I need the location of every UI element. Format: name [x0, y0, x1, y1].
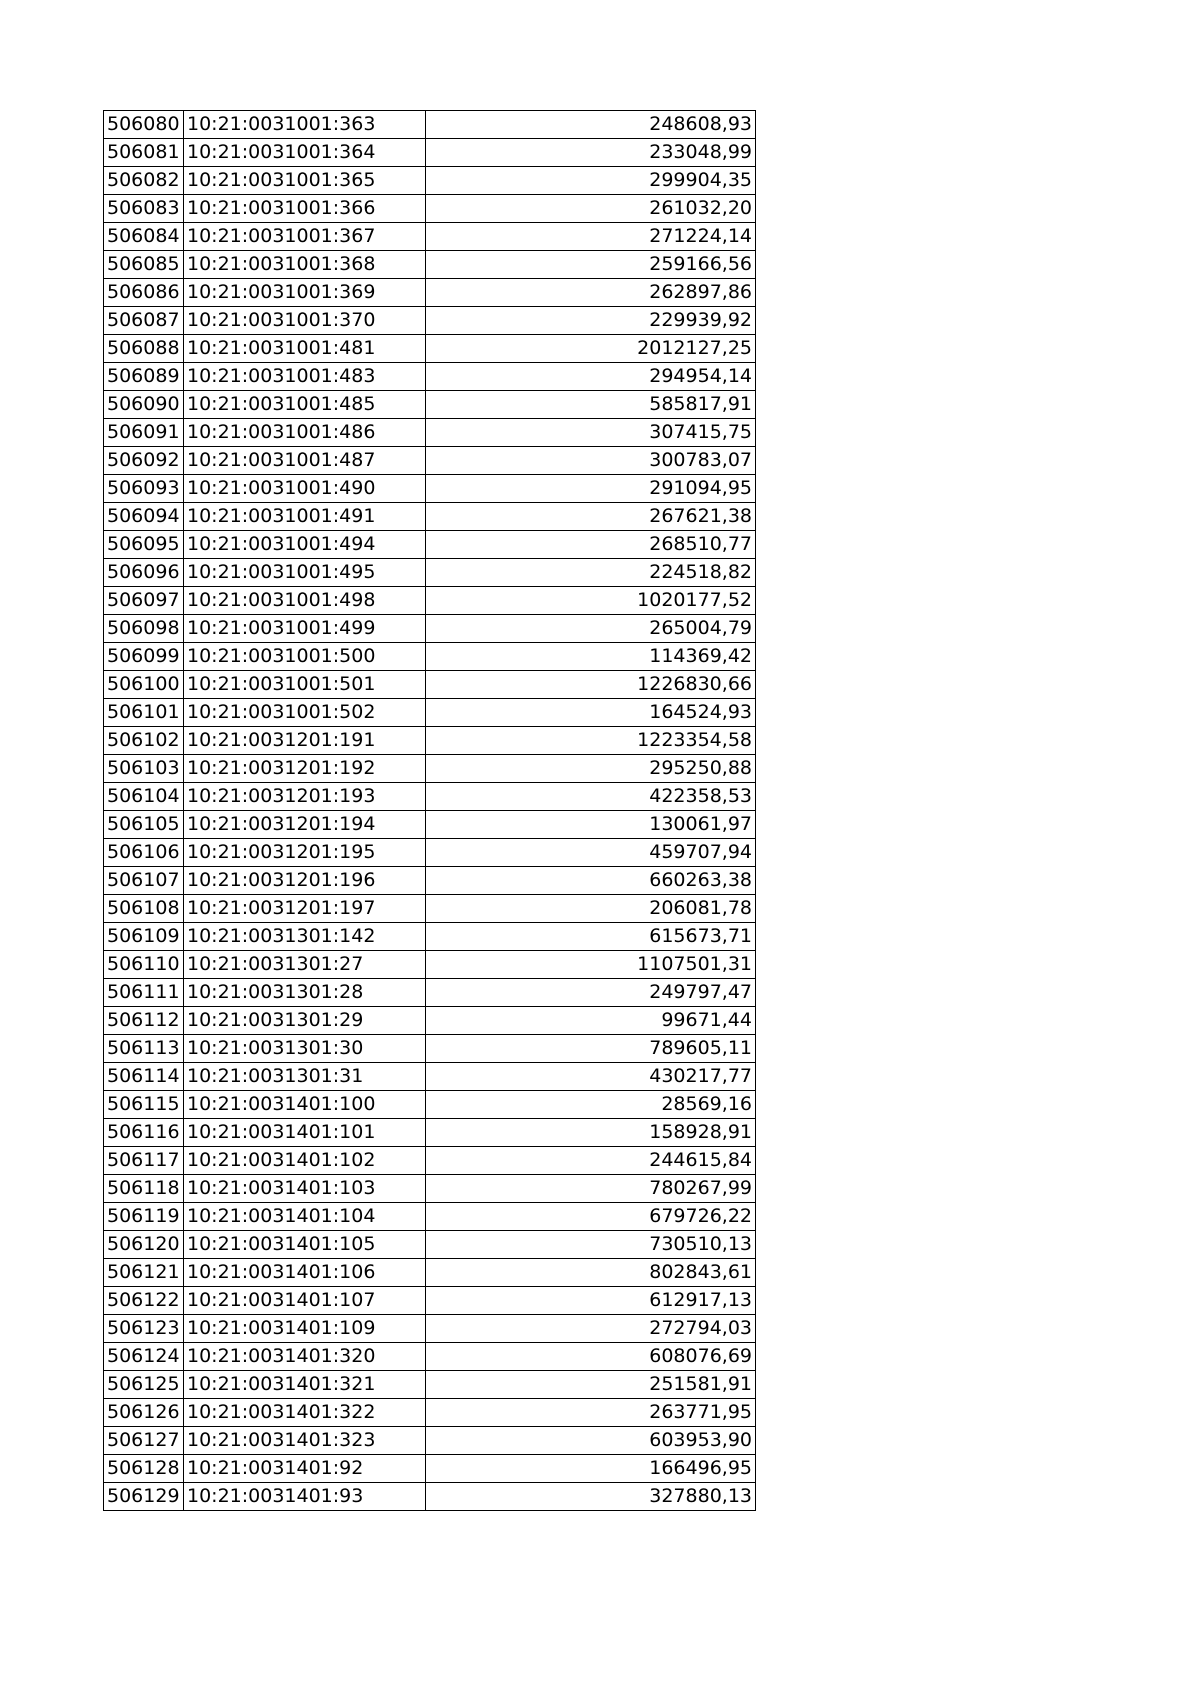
row-number-cell: 506113: [104, 1035, 184, 1063]
row-number-cell: 506125: [104, 1371, 184, 1399]
cadastral-value-cell: 261032,20: [426, 195, 756, 223]
row-number-cell: 506114: [104, 1063, 184, 1091]
cadastral-value-cell: 1020177,52: [426, 587, 756, 615]
row-number-cell: 506115: [104, 1091, 184, 1119]
row-number-cell: 506097: [104, 587, 184, 615]
cadastral-number-cell: 10:21:0031401:103: [184, 1175, 426, 1203]
table-row: [104, 1371, 756, 1399]
row-number-cell: 506080: [104, 111, 184, 139]
row-number-cell: 506086: [104, 279, 184, 307]
table-row: [104, 391, 756, 419]
cadastral-value-cell: 603953,90: [426, 1427, 756, 1455]
cadastral-number-cell: 10:21:0031001:499: [184, 615, 426, 643]
cadastral-value-cell: 660263,38: [426, 867, 756, 895]
row-number-cell: 506121: [104, 1259, 184, 1287]
row-number-cell: 506123: [104, 1315, 184, 1343]
row-number-cell: 506124: [104, 1343, 184, 1371]
cadastral-number-cell: 10:21:0031001:498: [184, 587, 426, 615]
row-number-cell: 506099: [104, 643, 184, 671]
row-number-cell: 506093: [104, 475, 184, 503]
cadastral-number-cell: 10:21:0031401:320: [184, 1343, 426, 1371]
cadastral-value-cell: 166496,95: [426, 1455, 756, 1483]
cadastral-value-cell: 608076,69: [426, 1343, 756, 1371]
row-number-cell: 506127: [104, 1427, 184, 1455]
table-row: [104, 447, 756, 475]
cadastral-number-cell: 10:21:0031201:192: [184, 755, 426, 783]
cadastral-number-cell: 10:21:0031401:100: [184, 1091, 426, 1119]
cadastral-number-cell: 10:21:0031301:31: [184, 1063, 426, 1091]
cadastral-value-cell: 789605,11: [426, 1035, 756, 1063]
cadastral-number-cell: 10:21:0031201:196: [184, 867, 426, 895]
row-number-cell: 506096: [104, 559, 184, 587]
row-number-cell: 506118: [104, 1175, 184, 1203]
table-row: [104, 923, 756, 951]
table-row: [104, 223, 756, 251]
cadastral-number-cell: 10:21:0031201:191: [184, 727, 426, 755]
row-number-cell: 506120: [104, 1231, 184, 1259]
row-number-cell: 506109: [104, 923, 184, 951]
table-row: [104, 1091, 756, 1119]
cadastral-value-cell: 262897,86: [426, 279, 756, 307]
cadastral-value-cell: 268510,77: [426, 531, 756, 559]
cadastral-number-cell: 10:21:0031401:109: [184, 1315, 426, 1343]
table-row: [104, 755, 756, 783]
cadastral-number-cell: 10:21:0031001:366: [184, 195, 426, 223]
table-row: [104, 167, 756, 195]
cadastral-value-cell: 265004,79: [426, 615, 756, 643]
cadastral-number-cell: 10:21:0031201:197: [184, 895, 426, 923]
cadastral-value-cell: 233048,99: [426, 139, 756, 167]
cadastral-number-cell: 10:21:0031401:323: [184, 1427, 426, 1455]
table-row: [104, 1035, 756, 1063]
cadastral-number-cell: 10:21:0031001:486: [184, 419, 426, 447]
cadastral-value-cell: 158928,91: [426, 1119, 756, 1147]
row-number-cell: 506084: [104, 223, 184, 251]
row-number-cell: 506108: [104, 895, 184, 923]
cadastral-value-cell: 459707,94: [426, 839, 756, 867]
cadastral-value-cell: 28569,16: [426, 1091, 756, 1119]
cadastral-number-cell: 10:21:0031001:495: [184, 559, 426, 587]
cadastral-number-cell: 10:21:0031301:27: [184, 951, 426, 979]
table-row: [104, 1399, 756, 1427]
cadastral-number-cell: 10:21:0031201:195: [184, 839, 426, 867]
row-number-cell: 506116: [104, 1119, 184, 1147]
row-number-cell: 506081: [104, 139, 184, 167]
table-row: [104, 111, 756, 139]
cadastral-number-cell: 10:21:0031001:368: [184, 251, 426, 279]
cadastral-number-cell: 10:21:0031001:487: [184, 447, 426, 475]
cadastral-number-cell: 10:21:0031001:365: [184, 167, 426, 195]
row-number-cell: 506117: [104, 1147, 184, 1175]
cadastral-value-cell: 422358,53: [426, 783, 756, 811]
cadastral-value-cell: 327880,13: [426, 1483, 756, 1511]
cadastral-value-cell: 1107501,31: [426, 951, 756, 979]
row-number-cell: 506102: [104, 727, 184, 755]
table-row: [104, 139, 756, 167]
table-row: [104, 979, 756, 1007]
cadastral-number-cell: 10:21:0031401:105: [184, 1231, 426, 1259]
table-body: [104, 111, 756, 1511]
table-row: [104, 1119, 756, 1147]
cadastral-number-cell: 10:21:0031201:193: [184, 783, 426, 811]
cadastral-number-cell: 10:21:0031401:107: [184, 1287, 426, 1315]
cadastral-number-cell: 10:21:0031401:106: [184, 1259, 426, 1287]
cadastral-number-cell: 10:21:0031001:501: [184, 671, 426, 699]
cadastral-number-cell: 10:21:0031401:322: [184, 1399, 426, 1427]
table-row: [104, 1063, 756, 1091]
table-row: [104, 559, 756, 587]
cadastral-number-cell: 10:21:0031001:491: [184, 503, 426, 531]
cadastral-value-table: [103, 110, 756, 1511]
cadastral-number-cell: 10:21:0031401:104: [184, 1203, 426, 1231]
row-number-cell: 506100: [104, 671, 184, 699]
table-row: [104, 1287, 756, 1315]
cadastral-value-cell: 294954,14: [426, 363, 756, 391]
table-row: [104, 363, 756, 391]
row-number-cell: 506088: [104, 335, 184, 363]
table-row: [104, 1483, 756, 1511]
table-row: [104, 419, 756, 447]
row-number-cell: 506090: [104, 391, 184, 419]
table-row: [104, 1343, 756, 1371]
cadastral-value-cell: 1226830,66: [426, 671, 756, 699]
table-row: [104, 895, 756, 923]
cadastral-value-cell: 251581,91: [426, 1371, 756, 1399]
table-row: [104, 1427, 756, 1455]
cadastral-number-cell: 10:21:0031001:363: [184, 111, 426, 139]
table-row: [104, 1259, 756, 1287]
cadastral-value-cell: 1223354,58: [426, 727, 756, 755]
table-row: [104, 1007, 756, 1035]
cadastral-value-cell: 2012127,25: [426, 335, 756, 363]
cadastral-value-cell: 244615,84: [426, 1147, 756, 1175]
row-number-cell: 506082: [104, 167, 184, 195]
cadastral-value-cell: 267621,38: [426, 503, 756, 531]
row-number-cell: 506091: [104, 419, 184, 447]
cadastral-number-cell: 10:21:0031301:28: [184, 979, 426, 1007]
cadastral-number-cell: 10:21:0031001:369: [184, 279, 426, 307]
cadastral-value-cell: 307415,75: [426, 419, 756, 447]
cadastral-number-cell: 10:21:0031401:102: [184, 1147, 426, 1175]
cadastral-number-cell: 10:21:0031401:101: [184, 1119, 426, 1147]
row-number-cell: 506101: [104, 699, 184, 727]
table-row: [104, 307, 756, 335]
cadastral-number-cell: 10:21:0031001:485: [184, 391, 426, 419]
table-row: [104, 783, 756, 811]
cadastral-value-cell: 615673,71: [426, 923, 756, 951]
cadastral-number-cell: 10:21:0031001:370: [184, 307, 426, 335]
cadastral-value-cell: 224518,82: [426, 559, 756, 587]
row-number-cell: 506085: [104, 251, 184, 279]
cadastral-number-cell: 10:21:0031001:500: [184, 643, 426, 671]
cadastral-value-cell: 272794,03: [426, 1315, 756, 1343]
table-row: [104, 279, 756, 307]
row-number-cell: 506129: [104, 1483, 184, 1511]
cadastral-value-cell: 291094,95: [426, 475, 756, 503]
row-number-cell: 506122: [104, 1287, 184, 1315]
table-row: [104, 475, 756, 503]
row-number-cell: 506106: [104, 839, 184, 867]
table-row: [104, 531, 756, 559]
cadastral-number-cell: 10:21:0031401:321: [184, 1371, 426, 1399]
table-row: [104, 699, 756, 727]
cadastral-number-cell: 10:21:0031001:481: [184, 335, 426, 363]
cadastral-number-cell: 10:21:0031401:93: [184, 1483, 426, 1511]
cadastral-number-cell: 10:21:0031201:194: [184, 811, 426, 839]
row-number-cell: 506111: [104, 979, 184, 1007]
table-row: [104, 503, 756, 531]
row-number-cell: 506104: [104, 783, 184, 811]
cadastral-value-cell: 263771,95: [426, 1399, 756, 1427]
cadastral-value-cell: 114369,42: [426, 643, 756, 671]
table-row: [104, 1231, 756, 1259]
cadastral-value-cell: 802843,61: [426, 1259, 756, 1287]
table-row: [104, 1175, 756, 1203]
table-row: [104, 195, 756, 223]
cadastral-value-cell: 229939,92: [426, 307, 756, 335]
row-number-cell: 506094: [104, 503, 184, 531]
row-number-cell: 506089: [104, 363, 184, 391]
table-row: [104, 811, 756, 839]
table-row: [104, 671, 756, 699]
table-row: [104, 587, 756, 615]
cadastral-value-cell: 99671,44: [426, 1007, 756, 1035]
table-row: [104, 839, 756, 867]
table-row: [104, 643, 756, 671]
row-number-cell: 506119: [104, 1203, 184, 1231]
table-row: [104, 727, 756, 755]
cadastral-value-cell: 585817,91: [426, 391, 756, 419]
table-row: [104, 1147, 756, 1175]
cadastral-value-cell: 430217,77: [426, 1063, 756, 1091]
table-row: [104, 951, 756, 979]
cadastral-number-cell: 10:21:0031001:494: [184, 531, 426, 559]
document-page: [103, 110, 756, 1511]
cadastral-value-cell: 300783,07: [426, 447, 756, 475]
cadastral-value-cell: 248608,93: [426, 111, 756, 139]
cadastral-value-cell: 259166,56: [426, 251, 756, 279]
cadastral-value-cell: 299904,35: [426, 167, 756, 195]
table-row: [104, 867, 756, 895]
row-number-cell: 506112: [104, 1007, 184, 1035]
row-number-cell: 506087: [104, 307, 184, 335]
cadastral-value-cell: 612917,13: [426, 1287, 756, 1315]
table-row: [104, 1203, 756, 1231]
cadastral-number-cell: 10:21:0031001:367: [184, 223, 426, 251]
cadastral-value-cell: 130061,97: [426, 811, 756, 839]
row-number-cell: 506105: [104, 811, 184, 839]
cadastral-value-cell: 679726,22: [426, 1203, 756, 1231]
cadastral-value-cell: 295250,88: [426, 755, 756, 783]
cadastral-number-cell: 10:21:0031301:29: [184, 1007, 426, 1035]
row-number-cell: 506107: [104, 867, 184, 895]
cadastral-number-cell: 10:21:0031401:92: [184, 1455, 426, 1483]
table-row: [104, 615, 756, 643]
table-row: [104, 335, 756, 363]
row-number-cell: 506103: [104, 755, 184, 783]
row-number-cell: 506083: [104, 195, 184, 223]
cadastral-value-cell: 164524,93: [426, 699, 756, 727]
row-number-cell: 506095: [104, 531, 184, 559]
row-number-cell: 506110: [104, 951, 184, 979]
cadastral-number-cell: 10:21:0031001:483: [184, 363, 426, 391]
cadastral-value-cell: 249797,47: [426, 979, 756, 1007]
cadastral-number-cell: 10:21:0031001:502: [184, 699, 426, 727]
cadastral-number-cell: 10:21:0031001:490: [184, 475, 426, 503]
cadastral-number-cell: 10:21:0031001:364: [184, 139, 426, 167]
row-number-cell: 506126: [104, 1399, 184, 1427]
table-row: [104, 1455, 756, 1483]
table-row: [104, 251, 756, 279]
cadastral-value-cell: 271224,14: [426, 223, 756, 251]
cadastral-value-cell: 730510,13: [426, 1231, 756, 1259]
row-number-cell: 506092: [104, 447, 184, 475]
cadastral-number-cell: 10:21:0031301:30: [184, 1035, 426, 1063]
cadastral-value-cell: 780267,99: [426, 1175, 756, 1203]
cadastral-value-cell: 206081,78: [426, 895, 756, 923]
cadastral-number-cell: 10:21:0031301:142: [184, 923, 426, 951]
row-number-cell: 506098: [104, 615, 184, 643]
row-number-cell: 506128: [104, 1455, 184, 1483]
table-row: [104, 1315, 756, 1343]
